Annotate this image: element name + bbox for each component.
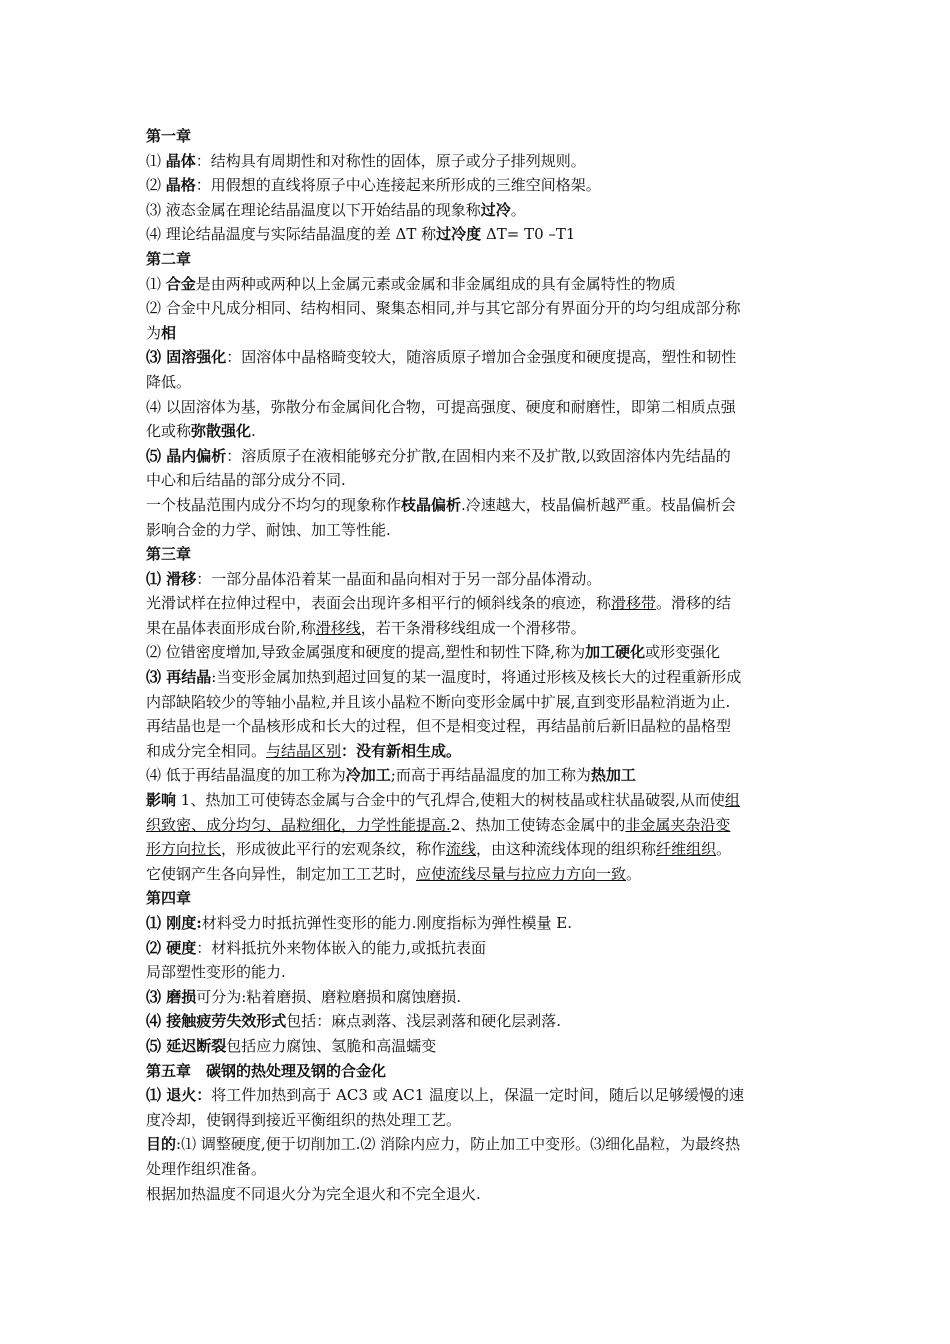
text-segment: 1、热加工可使铸态金属与合金中的气孔焊合,使粗大的树枝晶或柱状晶破裂,从而使 (176, 791, 725, 810)
text-segment: 。 (510, 200, 526, 219)
text-line (146, 862, 816, 887)
text-segment: 纤维组织 (656, 840, 717, 859)
text-line (146, 370, 816, 395)
text-line (146, 124, 816, 149)
text-line (146, 468, 816, 493)
text-segment: 流线 (446, 840, 477, 859)
text-line (146, 419, 816, 444)
text-segment: ：材料抵抗外来物体嵌入的能力,或抵抗表面 (196, 938, 487, 957)
text-segment: ⑵ 硬度 (146, 938, 197, 957)
text-segment: ⑴ 退火： (146, 1086, 212, 1105)
text-segment: 包括应力腐蚀、氢脆和高温蠕变 (226, 1036, 437, 1055)
text-segment: 弥散强化 (191, 422, 252, 441)
text-line (146, 640, 816, 665)
text-line (146, 788, 816, 813)
text-segment: 为 (146, 323, 162, 342)
text-segment: 滑移线 (315, 618, 361, 637)
text-line (146, 763, 816, 788)
text-segment: ⑷ 接触疲劳失效形式 (146, 1012, 287, 1031)
text-segment: ：结构具有周期性和对称性的固体，原子或分子排列规则。 (195, 151, 586, 170)
text-segment: ⑴ 滑移 (146, 569, 197, 588)
text-line (146, 1059, 816, 1084)
text-segment: 晶体 (165, 151, 196, 170)
text-line (146, 345, 816, 370)
text-segment: ：一部分晶体沿着某一晶面和晶向相对于另一部分晶体滑动。 (196, 569, 602, 588)
text-segment: 降低。 (146, 372, 192, 391)
text-segment: 第二章 (146, 249, 192, 268)
text-segment: 和成分完全相同。 (146, 741, 267, 760)
text-line (146, 1034, 816, 1059)
text-line (146, 960, 816, 985)
text-segment: ，由这种流线体现的组织称 (476, 840, 657, 859)
text-segment: 枝晶偏析 (401, 495, 462, 514)
text-segment: ⑷ 理论结晶温度与实际结晶温度的差 ΔT 称 (146, 225, 437, 244)
text-line (146, 567, 816, 592)
document-body (146, 124, 816, 1206)
text-segment: 晶格 (165, 176, 196, 195)
text-line (146, 616, 816, 641)
text-segment: 材料受力时抵抗弹性变形的能力.刚度指标为弹性模量 E. (201, 914, 573, 932)
text-segment: 将工件加热到高于 AC3 或 AC1 温度以上，保温一定时间，随后以足够缓慢的速 (211, 1086, 745, 1105)
text-line (146, 665, 816, 690)
text-segment: 包括：麻点剥落、浅层剥落和硬化层剥落. (286, 1012, 562, 1031)
text-segment: 形方向拉长 (146, 840, 222, 859)
text-segment: ⑴ 刚度: (146, 914, 202, 932)
text-segment: 内部缺陷较少的等轴小晶粒,并且该小晶粒不断向变形金属中扩展,直到变形晶粒消逝为止. (146, 692, 731, 711)
text-segment: ：溶质原子在液相能够充分扩散,在固相内来不及扩散,以致固溶体内先结晶的 (226, 446, 731, 465)
text-segment: ⑶ 固溶强化 (146, 348, 227, 367)
text-segment: 第四章 (146, 889, 192, 908)
text-line (146, 813, 816, 838)
text-segment: ⑸ 晶内偏析 (146, 446, 227, 465)
text-segment: 合金 (165, 274, 196, 293)
text-line (146, 886, 816, 911)
text-segment: ⑵ 合金中凡成分相同、结构相同、聚集态相同,并与其它部分有界面分开的均匀组成部分称 (146, 299, 741, 318)
text-line (146, 1157, 816, 1182)
text-segment: 2、热加工使铸态金属中的 (450, 815, 626, 834)
text-segment: 一个枝晶范围内成分不均匀的现象称作 (146, 495, 402, 514)
text-segment: :当变形金属加热到超过回复的某一温度时，将通过形核及核长大的过程重新形成 (211, 668, 742, 687)
text-segment: 度冷却，使钢得到接近平衡组织的热处理工艺。 (146, 1110, 462, 1129)
text-line (146, 395, 816, 420)
text-line (146, 542, 816, 567)
text-segment: ⑶ 液态金属在理论结晶温度以下开始结晶的现象称 (146, 200, 481, 219)
text-segment: ⑶ 再结晶 (146, 668, 212, 687)
text-line (146, 444, 816, 469)
text-line (146, 985, 816, 1010)
text-segment: :⑴ 调整硬度,便于切削加工.⑵ 消除内应力，防止加工中变形。⑶细化晶粒，为最终热 (176, 1135, 741, 1154)
text-line (146, 714, 816, 739)
text-segment: 加工硬化 (585, 643, 646, 662)
text-line (146, 149, 816, 174)
text-line (146, 936, 816, 961)
text-segment: ⑷ 低于再结晶温度的加工称为 (146, 766, 346, 785)
text-segment: ：固溶体中晶格畸变较大，随溶质原子增加合金强度和硬度提高，塑性和韧性 (226, 348, 737, 367)
text-segment: 根据加热温度不同退火分为完全退火和不完全退火. (146, 1184, 481, 1203)
text-segment: 热加工 (590, 766, 636, 785)
text-line (146, 739, 816, 764)
text-segment: 果在晶体表面形成台阶,称 (146, 618, 316, 637)
text-line (146, 1132, 816, 1157)
text-line (146, 247, 816, 272)
text-segment: 可分为:粘着磨损、磨粒磨损和腐蚀磨损. (196, 987, 462, 1006)
text-segment: 影响 (146, 791, 177, 810)
text-segment: 局部塑性变形的能力. (146, 963, 286, 982)
text-segment: 第五章 碳钢的热处理及钢的合金化 (146, 1061, 387, 1080)
text-line (146, 1108, 816, 1133)
text-line (146, 493, 816, 518)
text-segment: ⑷ 以固溶体为基，弥散分布金属间化合物，可提高强度、硬度和耐磨性，即第二相质点强 (146, 397, 736, 416)
text-segment: 冷加工 (345, 766, 391, 785)
text-line (146, 1009, 816, 1034)
text-segment: ⑴ (146, 151, 166, 170)
text-segment: ⑸ 延迟断裂 (146, 1036, 227, 1055)
text-line (146, 222, 816, 247)
text-segment: ⑴ (146, 274, 166, 293)
text-segment: 或形变强化 (645, 643, 721, 662)
text-segment: 第一章 (146, 127, 192, 145)
text-segment: ⑶ 磨损 (146, 987, 197, 1006)
text-segment: 。 (446, 741, 462, 760)
text-line (146, 837, 816, 862)
text-line (146, 591, 816, 616)
text-segment: 非金属夹杂沿变 (625, 815, 731, 834)
text-segment: 滑移带 (611, 594, 657, 613)
text-segment: 第三章 (146, 545, 192, 564)
text-segment: 处理作组织准备。 (146, 1159, 267, 1178)
text-segment: 影响合金的力学、耐蚀、加工等性能. (146, 520, 391, 539)
text-segment: 过冷度 (436, 225, 482, 244)
text-segment: ΔT= T0 –T1 (481, 225, 576, 244)
text-segment: 组 (724, 791, 740, 810)
text-segment: ⑵ 位错密度增加,导致金属强度和硬度的提高,塑性和韧性下降,称为 (146, 643, 586, 662)
text-segment: ;而高于再结晶温度的加工称为 (390, 766, 591, 785)
text-line (146, 1083, 816, 1108)
text-line (146, 321, 816, 346)
text-line (146, 911, 816, 936)
text-segment: ：没有新相生成 (341, 741, 447, 760)
text-line (146, 296, 816, 321)
text-segment: .冷速越大，枝晶偏析越严重。枝晶偏析会 (461, 495, 736, 514)
text-segment: 是由两种或两种以上金属元素或金属和非金属组成的具有金属特性的物质 (195, 274, 676, 293)
text-segment: 它使钢产生各向异性，制定加工工艺时， (146, 864, 417, 883)
text-segment: 织致密、成分均匀、晶粒细化，力学性能提高. (146, 815, 451, 834)
text-segment: 相 (161, 323, 177, 342)
text-line (146, 690, 816, 715)
text-line (146, 272, 816, 297)
text-line (146, 518, 816, 543)
text-segment: ：用假想的直线将原子中心连接起来所形成的三维空间格架。 (195, 176, 601, 195)
text-segment: 中心和后结晶的部分成分不同. (146, 471, 346, 490)
text-segment: ，若干条滑移线组成一个滑移带。 (360, 618, 586, 637)
text-segment: . (251, 422, 256, 441)
text-segment: ⑵ (146, 176, 166, 195)
text-segment: 与结晶区别 (266, 741, 342, 760)
text-segment: 应使流线尽量与拉应力方向一致 (416, 864, 627, 883)
text-segment: 化或称 (146, 422, 192, 441)
text-segment: 过冷 (480, 200, 511, 219)
text-segment: 光滑试样在拉伸过程中，表面会出现许多相平行的倾斜线条的痕迹，称 (146, 594, 612, 613)
text-segment: ，形成彼此平行的宏观条纹，称作 (221, 840, 447, 859)
text-segment: 。 (716, 840, 732, 859)
text-line (146, 173, 816, 198)
text-segment: 。滑移的结 (656, 594, 732, 613)
text-segment: 。 (626, 864, 642, 883)
text-segment: 目的 (146, 1135, 177, 1154)
text-line (146, 1182, 816, 1207)
text-segment: 再结晶也是一个晶核形成和长大的过程，但不是相变过程，再结晶前后新旧晶粒的晶格型 (146, 717, 732, 736)
text-line (146, 198, 816, 223)
